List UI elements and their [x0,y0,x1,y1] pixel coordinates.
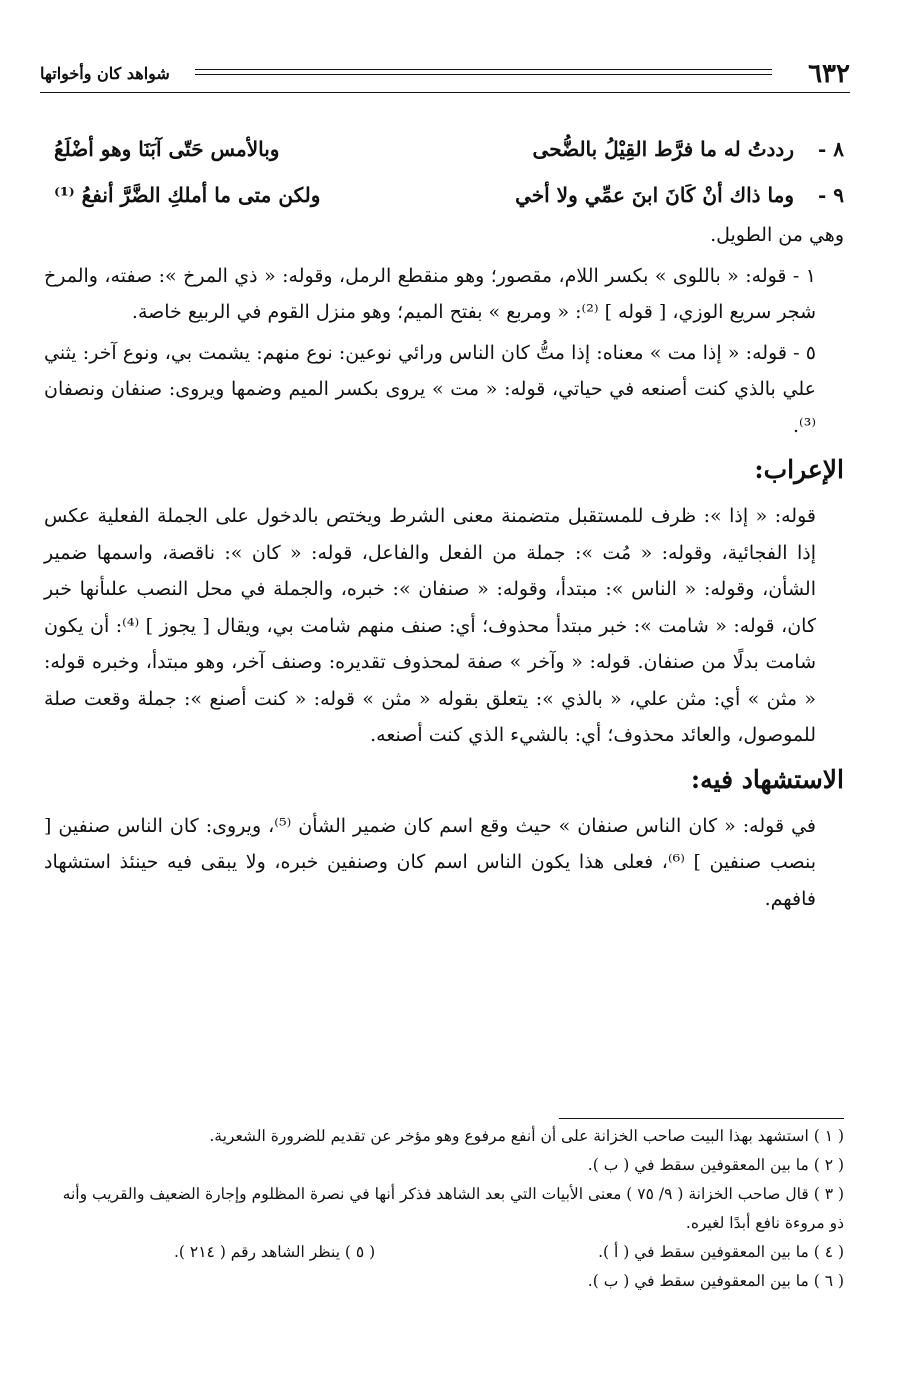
page-header [40,56,850,96]
section-heading-istishhad: الاستشهاد فيه: [690,764,844,794]
verse-number: ٨ - [817,137,844,161]
running-title: شواهد كان وأخواتها [40,64,170,83]
verse-number: ٩ - [817,183,844,207]
footnote-1: ( ١ ) استشهد بهذا البيت صاحب الخزانة على أن أنفع مرفوع وهو مؤخر عن تقديم للضرورة الشعرية. [209,1127,844,1145]
footnote-2: ( ٢ ) ما بين المعقوفين سقط في ( ب ). [587,1156,844,1174]
istishhad-paragraph: في قوله: « كان الناس صنفان » حيث وقع اسم كان ضمير الشأن ⁽⁵⁾، ويروى: كان الناس صنفين [ بنصب صنفين ] ⁽⁶⁾، فعلى هذا يكون الناس اسم كان وصنفين خبره، ولا يبقى فيه حينئذ استشهاد فافهم. [44,814,816,910]
verse-first-hemistich: رددتُ له ما فرَّط القِيْلُ بالضُّحى [532,137,794,161]
footnote-5: ( ٥ ) ينظر الشاهد رقم ( ٢١٤ ). [174,1243,376,1261]
footnotes [44,1122,844,1296]
gloss-paragraph-1: ١ - قوله: « باللوى » بكسر اللام، مقصور؛ وهو منقطع الرمل، وقوله: « ذي المرخ »: صفته، والمرخ شجر سريع الوزي، [ قوله ] ⁽²⁾: « ومربع » بفتح الميم؛ وهو منزل القوم في الربيع خاصة. [44,264,816,323]
header-rule [40,92,850,93]
verse-second-hemistich: ولكن متى ما أملكِ الضَّرَّ أنفعُ ⁽¹⁾ [54,183,321,207]
footnote-3: ( ٣ ) قال صاحب الخزانة ( ٩/ ٧٥ ) معنى الأبيات التي بعد الشاهد فذكر أنها في نصرة المظلوم وإجارة الضعيف والقريب وأنه ذو مروءة نافع أبدًا لغيره. [62,1185,844,1232]
header-double-rule [195,69,772,75]
verse-9 [44,171,844,217]
verse-second-hemistich: وبالأمس حَتّى آبَنَا وهو أضْلَعُ [54,137,280,161]
page-number: ٦٣٢ [808,59,850,89]
footnote-6: ( ٦ ) ما بين المعقوفين سقط في ( ب ). [587,1272,844,1290]
irab-paragraph: قوله: « إذا »: ظرف للمستقبل متضمنة معنى الشرط ويختص بالدخول على الجملة الفعلية عكس إذا الفجائية، وقوله: « مُت »: جملة من الفعل والفاعل، قوله: « كان »: ناقصة، واسمها ضمير الشأن، وقوله: « الناس »: مبتدأ، وقوله: « صنفان »: خبره، والجملة في محل النصب علىأنها خبر كان، قوله: « شامت »: خبر مبتدأ محذوف؛ أي: صنف منهم شامت بي، ويقال [ يجوز ] ⁽⁴⁾: أن يكون شامت بدلًا من صنفان. قوله: « وآخر » صفة لمحذوف تقديره: وصنف آخر، وهو مبتدأ، وخبره قوله: « مثن » أي: مثن علي، « بالذي »: يتعلق بقوله « مثن » قوله: « كنت أصنع »: جملة وقعت صلة للموصول، والعائد محذوف؛ أي: بالشيء الذي كنت أصنعه. [44,505,816,746]
section-heading-irab: الإعراب: [754,455,844,484]
footnote-4: ( ٤ ) ما بين المعقوفين سقط في ( أ ). [598,1243,844,1261]
gloss-paragraph-5: ٥ - قوله: « إذا مت » معناه: إذا متُّ كان الناس ورائي نوعين: نوع منهم: يشمت بي، ونوع آخر: يثني علي بالذي كنت أصنعه في حياتي، قوله: « مت » يروى بكسر الميم وضمها ويروى: صنفان ونصفان ⁽³⁾. [44,341,816,437]
footnote-row-4-5 [44,1238,844,1267]
meter-note: وهي من الطويل. [710,224,844,246]
footnote-separator [559,1118,844,1119]
verse-8 [44,125,844,171]
verse-first-hemistich: وما ذاك أنْ كَانَ ابنَ عمِّي ولا أخي [515,183,794,207]
main-text [44,125,844,921]
